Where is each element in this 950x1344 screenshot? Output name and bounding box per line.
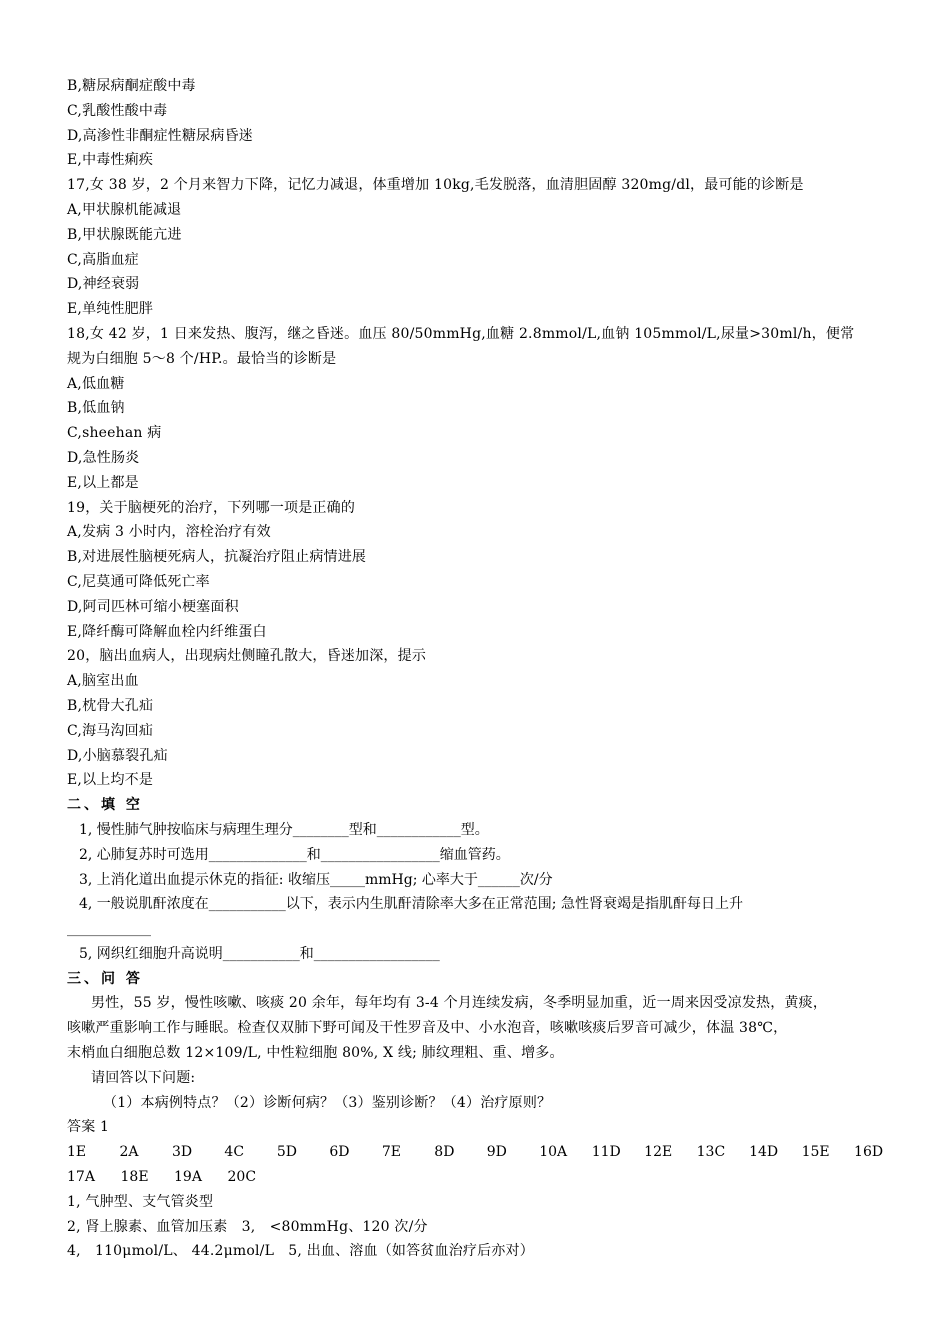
answer-item: 6D <box>329 1144 350 1161</box>
option-e: E,降纤酶可降解血栓内纤维蛋白 <box>67 623 267 640</box>
option-d: D,神经衰弱 <box>67 276 140 293</box>
answer-item: 15E <box>801 1144 830 1161</box>
fill-item-4-continued: ____________ <box>67 921 151 938</box>
option-e: E,单纯性肥胖 <box>67 301 154 318</box>
option-d: D,阿司匹林可缩小梗塞面积 <box>67 598 239 615</box>
question-stem-line2: 规为白细胞 5～8 个/HP.。最恰当的诊断是 <box>67 350 337 367</box>
answer-item: 16D <box>854 1144 884 1161</box>
option-d: D,急性肠炎 <box>67 449 140 466</box>
option-b: B,枕骨大孔疝 <box>67 697 154 714</box>
fill-answer-1: 1, 气肿型、支气管炎型 <box>67 1193 214 1210</box>
fill-item-1: 1, 慢性肺气肿按临床与病理生理分________型和____________型。 <box>79 821 489 838</box>
case-description-line2: 咳嗽严重影响工作与睡眠。检查仅双肺下野可闻及干性罗音及中、小水泡音，咳嗽咳痰后罗音可减少，体温 38℃， <box>67 1020 788 1037</box>
document-page <box>67 74 883 1264</box>
answer-item: 1E <box>67 1144 87 1161</box>
question-prompt: 请回答以下问题: <box>91 1069 196 1086</box>
section-title: 三、问 答 <box>67 970 143 987</box>
option-b: B,对进展性脑梗死病人，抗凝治疗阻止病情进展 <box>67 549 367 566</box>
question-stem: 19，关于脑梗死的治疗，下列哪一项是正确的 <box>67 499 356 516</box>
question-20 <box>67 644 883 793</box>
option-c: C,尼莫通可降低死亡率 <box>67 573 210 590</box>
case-description-line1: 男性，55 岁，慢性咳嗽、咳痰 20 余年，每年均有 3-4 个月连续发病，冬季明显加重，近一周来因受凉发热，黄痰， <box>91 995 828 1012</box>
answer-item: 3D <box>171 1144 193 1161</box>
option-d: D,小脑慕裂孔疝 <box>67 747 168 764</box>
fill-item-4: 4, 一般说肌酐浓度在___________以下，表示内生肌酐清除率大多在正常范围; 急性肾衰竭是指肌酐每日上升 <box>79 896 743 913</box>
question-stem: 17,女 38 岁，2 个月来智力下降，记忆力减退，体重增加 10kg,毛发脱落，血清胆固醇 320mg/dl，最可能的诊断是 <box>67 177 804 194</box>
option-c: C,sheehan 病 <box>67 425 162 442</box>
option-b: B,低血钠 <box>67 400 125 417</box>
question-stem-line1: 18,女 42 岁，1 日来发热、腹泻，继之昏迷。血压 80/50mmHg,血糖 2.8mmol/L,血钠 105mmol/L,尿量>30ml/h，便常 <box>67 325 855 342</box>
answer-item: 19A <box>174 1169 202 1186</box>
answer-item: 20C <box>227 1169 257 1186</box>
answer-item: 10A <box>539 1144 568 1161</box>
option-a: A,低血糖 <box>67 375 125 392</box>
fill-item-3: 3, 上消化道出血提示休克的指征: 收缩压_____mmHg; 心率大于______次/分 <box>79 871 553 888</box>
fill-answer-3: 4, 110μmol/L、 44.2μmol/L 5, 出血、溶血（如答贫血治疗后亦对） <box>67 1243 534 1260</box>
answer-item: 4C <box>224 1144 245 1161</box>
option-a: A,脑室出血 <box>67 673 139 690</box>
section-questions <box>67 967 883 1116</box>
question-18 <box>67 322 883 496</box>
option-e: E,以上都是 <box>67 474 139 491</box>
answer-item: 5D <box>276 1144 298 1161</box>
option-a: A,甲状腺机能减退 <box>67 201 182 218</box>
answer-key <box>67 1115 883 1264</box>
option-c: C,高脂血症 <box>67 251 139 268</box>
answer-item: 9D <box>486 1144 507 1161</box>
answer-item: 11D <box>591 1144 621 1161</box>
answer-item: 18E <box>120 1169 149 1186</box>
question-list: （1）本病例特点？（2）诊断何病？（3）鉴别诊断？（4）治疗原则？ <box>103 1094 552 1111</box>
fill-answer-2: 2, 肾上腺素、血管加压素 3, <80mmHg、120 次/分 <box>67 1218 428 1235</box>
answer-item: 7E <box>381 1144 401 1161</box>
question-17 <box>67 173 883 322</box>
answer-row-1 <box>67 1140 883 1165</box>
section-title: 二、填 空 <box>67 797 143 814</box>
answer-row-2 <box>67 1165 883 1190</box>
fill-item-2: 2, 心肺复苏时可选用______________和_________________缩血管药。 <box>79 846 510 863</box>
question-16-options <box>67 74 883 173</box>
option-d: D,高渗性非酮症性糖尿病昏迷 <box>67 127 253 144</box>
section-fill-in <box>67 793 883 967</box>
option-c: C,乳酸性酸中毒 <box>67 102 168 119</box>
question-19 <box>67 496 883 645</box>
answer-item: 12E <box>644 1144 673 1161</box>
option-a: A,发病 3 小时内，溶栓治疗有效 <box>67 524 271 541</box>
fill-item-5: 5, 网织红细胞升高说明___________和__________________ <box>79 945 440 962</box>
option-b: B,糖尿病酮症酸中毒 <box>67 78 196 94</box>
answer-title: 答案 1 <box>67 1119 110 1136</box>
option-c: C,海马沟回疝 <box>67 722 154 739</box>
answer-item: 2A <box>119 1144 139 1161</box>
option-e: E,以上均不是 <box>67 772 154 789</box>
option-b: B,甲状腺既能亢进 <box>67 226 182 243</box>
answer-item: 14D <box>749 1144 779 1161</box>
case-description-line3: 末梢血白细胞总数 12×109/L, 中性粒细胞 80%, X 线; 肺纹理粗、重、增多。 <box>67 1045 564 1062</box>
question-stem: 20，脑出血病人，出现病灶侧瞳孔散大，昏迷加深，提示 <box>67 648 427 665</box>
answer-item: 13C <box>696 1144 726 1161</box>
answer-item: 8D <box>434 1144 455 1161</box>
answer-item: 17A <box>67 1169 95 1186</box>
option-e: E,中毒性痢疾 <box>67 152 154 169</box>
